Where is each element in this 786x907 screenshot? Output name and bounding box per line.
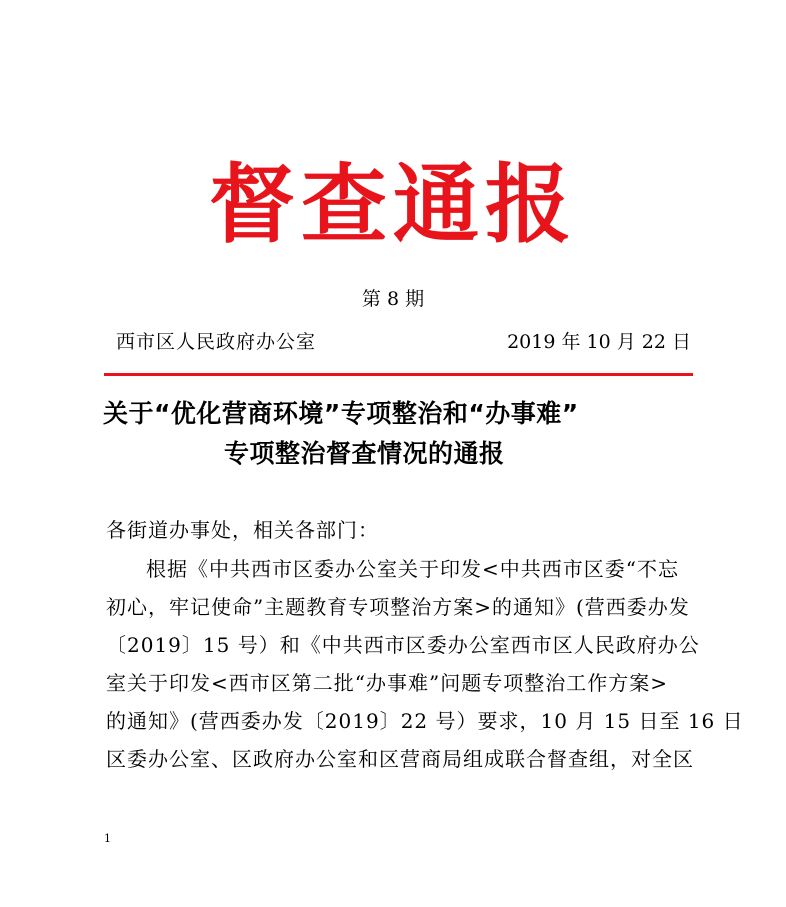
salutation: 各街道办事处，相关各部门： [106, 518, 379, 542]
document-title-line-1: 关于“优化营商环境”专项整治和“办事难” [103, 399, 579, 428]
issue-number: 第 8 期 [361, 288, 425, 310]
body-line: 的通知》(营西委办发〔2019〕22 号）要求，10 月 15 日至 16 日 [106, 709, 744, 733]
issue-date: 2019 年 10 月 22 日 [507, 331, 691, 353]
body-line: 根据《中共西市区委办公室关于印发<中共西市区委“不忘 [146, 557, 679, 581]
body-line: 区委办公室、区政府办公室和区营商局组成联合督查组，对全区 [106, 747, 694, 771]
body-line: 〔2019〕15 号）和《中共西市区委办公室西市区人民政府办公 [106, 633, 700, 657]
red-divider-line [104, 373, 693, 376]
masthead-title: 督查通报 [209, 155, 577, 255]
body-line: 初心，牢记使命”主题教育专项整治方案>的通知》(营西委办发 [106, 595, 690, 619]
issuing-office: 西市区人民政府办公室 [116, 331, 317, 353]
body-line: 室关于印发<西市区第二批“办事难”问题专项整治工作方案> [106, 671, 668, 695]
document-title-line-2: 专项整治督查情况的通报 [224, 439, 505, 468]
page-number: 1 [104, 832, 111, 845]
